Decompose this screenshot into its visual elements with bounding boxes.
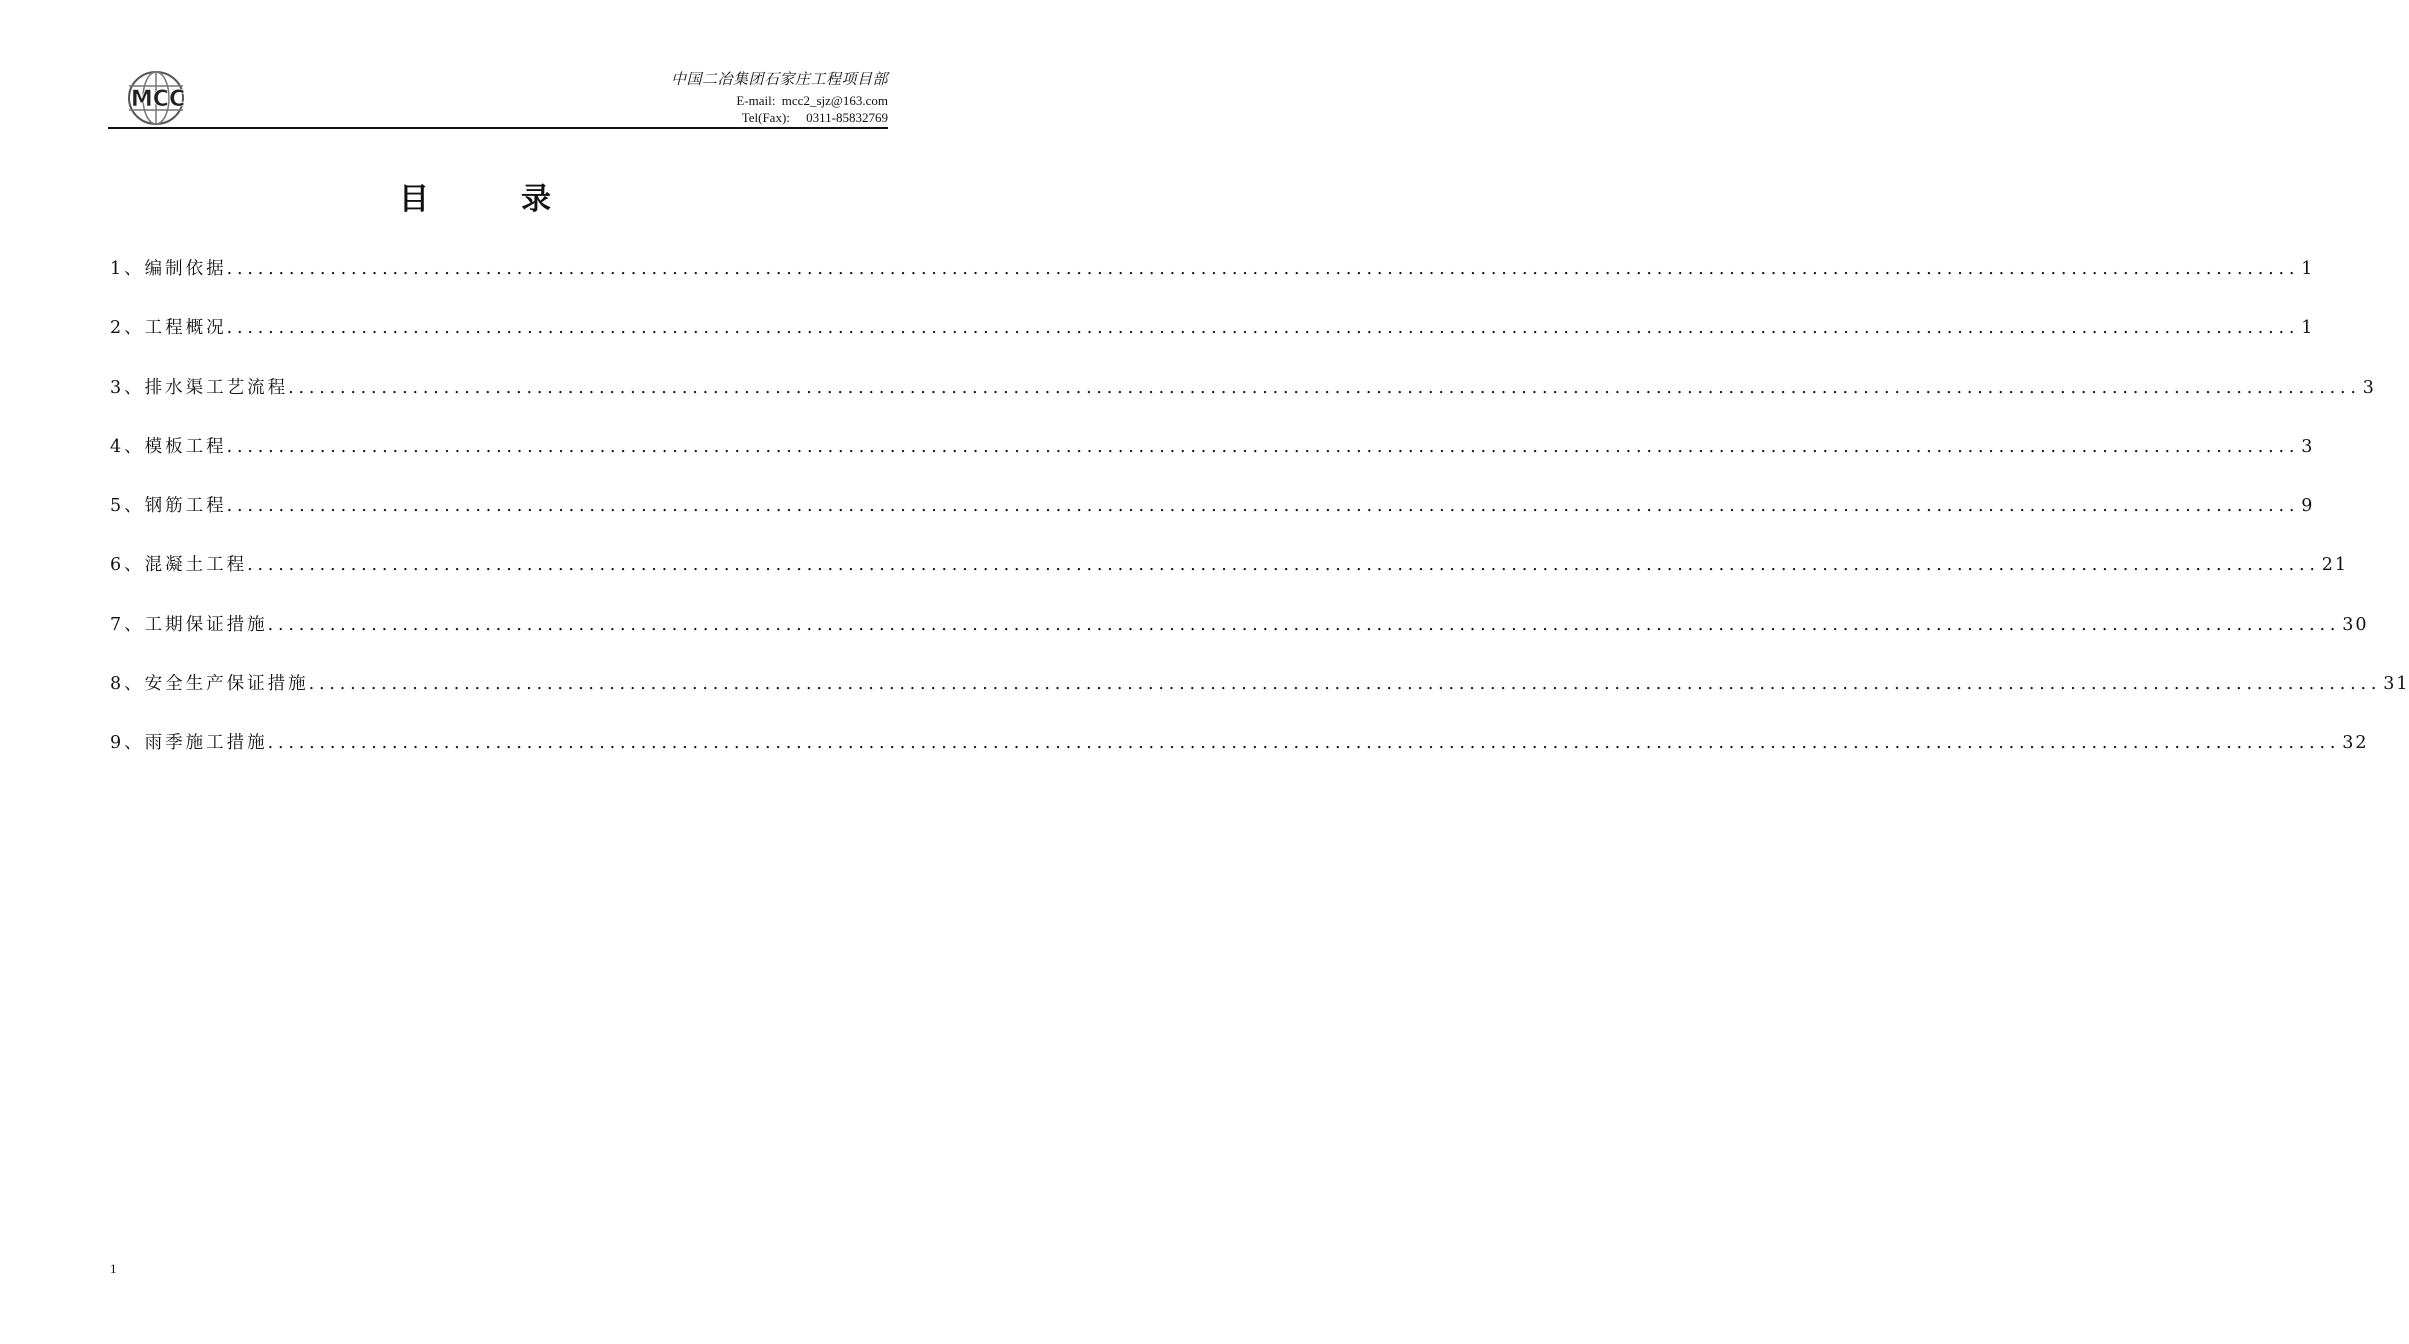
globe-logo-icon	[118, 68, 198, 128]
toc-dot-leader: ........................................................................................................................................................................................................	[226, 318, 2300, 339]
toc-item-page: 31	[2383, 674, 2409, 695]
toc-item-page: 1	[2301, 259, 2315, 279]
toc-item[interactable]	[110, 433, 2315, 492]
toc-item-label: 钢筋工程	[144, 496, 227, 517]
toc-title-left: 目	[399, 182, 429, 217]
toc-item-page: 3	[2362, 377, 2376, 398]
toc-item-label: 模板工程	[144, 436, 227, 457]
toc-dot-leader: ........................................................................................................................................................................................................	[267, 614, 2341, 635]
toc-item-number: 3、	[110, 377, 145, 398]
toc-item-label: 工程概况	[144, 318, 227, 339]
contact-email: E-mail: mcc2_sjz@163.com	[736, 93, 888, 108]
toc-item-page: 21	[2321, 555, 2348, 576]
toc-item-label: 工期保证措施	[144, 614, 268, 635]
mcc-logo	[118, 68, 198, 128]
toc-dot-leader: ........................................................................................................................................................................................................	[308, 674, 2382, 695]
toc-item-label: 编制依据	[144, 259, 227, 279]
toc-item-page: 30	[2342, 614, 2369, 635]
toc-title	[0, 174, 950, 218]
toc-item-number: 5、	[110, 496, 145, 517]
toc-item-number: 1、	[110, 259, 145, 279]
toc-item[interactable]	[110, 492, 2315, 551]
toc-item[interactable]	[110, 670, 2409, 729]
toc-item-number: 7、	[110, 614, 145, 635]
toc-item-page: 3	[2301, 436, 2315, 457]
toc-item-page: 32	[2342, 733, 2369, 754]
toc-dot-leader: ........................................................................................................................................................................................................	[267, 733, 2341, 754]
toc-title-right: 录	[521, 182, 551, 217]
company-name: 中国二冶集团石家庄工程项目部	[670, 70, 888, 88]
toc-item[interactable]	[110, 729, 2369, 788]
toc-item-number: 6、	[110, 555, 145, 576]
toc-item-page: 9	[2301, 496, 2315, 517]
toc-item[interactable]	[110, 314, 2315, 373]
toc-dot-leader: ........................................................................................................................................................................................................	[226, 436, 2300, 457]
table-of-contents	[110, 255, 2409, 789]
toc-item-number: 9、	[110, 733, 145, 754]
toc-item-label: 雨季施工措施	[144, 733, 268, 754]
toc-item-number: 8、	[110, 674, 145, 695]
toc-item-label: 安全生产保证措施	[144, 674, 309, 695]
toc-item-number: 2、	[110, 318, 145, 339]
toc-item-label: 混凝土工程	[144, 555, 248, 576]
toc-item-number: 4、	[110, 436, 145, 457]
toc-item[interactable]	[110, 255, 2315, 314]
toc-item[interactable]	[110, 551, 2348, 610]
toc-item[interactable]	[110, 611, 2369, 670]
toc-item-page: 1	[2301, 318, 2315, 339]
toc-item[interactable]	[110, 374, 2376, 433]
contact-tel: Tel(Fax): 0311-85832769	[741, 110, 888, 125]
toc-dot-leader: ........................................................................................................................................................................................................	[226, 259, 2300, 279]
toc-dot-leader: ........................................................................................................................................................................................................	[288, 377, 2361, 398]
footer-page-number: 1	[110, 1261, 117, 1276]
logo-text: MCC	[130, 87, 186, 112]
toc-item-label: 排水渠工艺流程	[144, 377, 289, 398]
toc-dot-leader: ........................................................................................................................................................................................................	[226, 496, 2300, 517]
header-divider	[108, 127, 888, 129]
toc-dot-leader: ........................................................................................................................................................................................................	[247, 555, 2320, 576]
